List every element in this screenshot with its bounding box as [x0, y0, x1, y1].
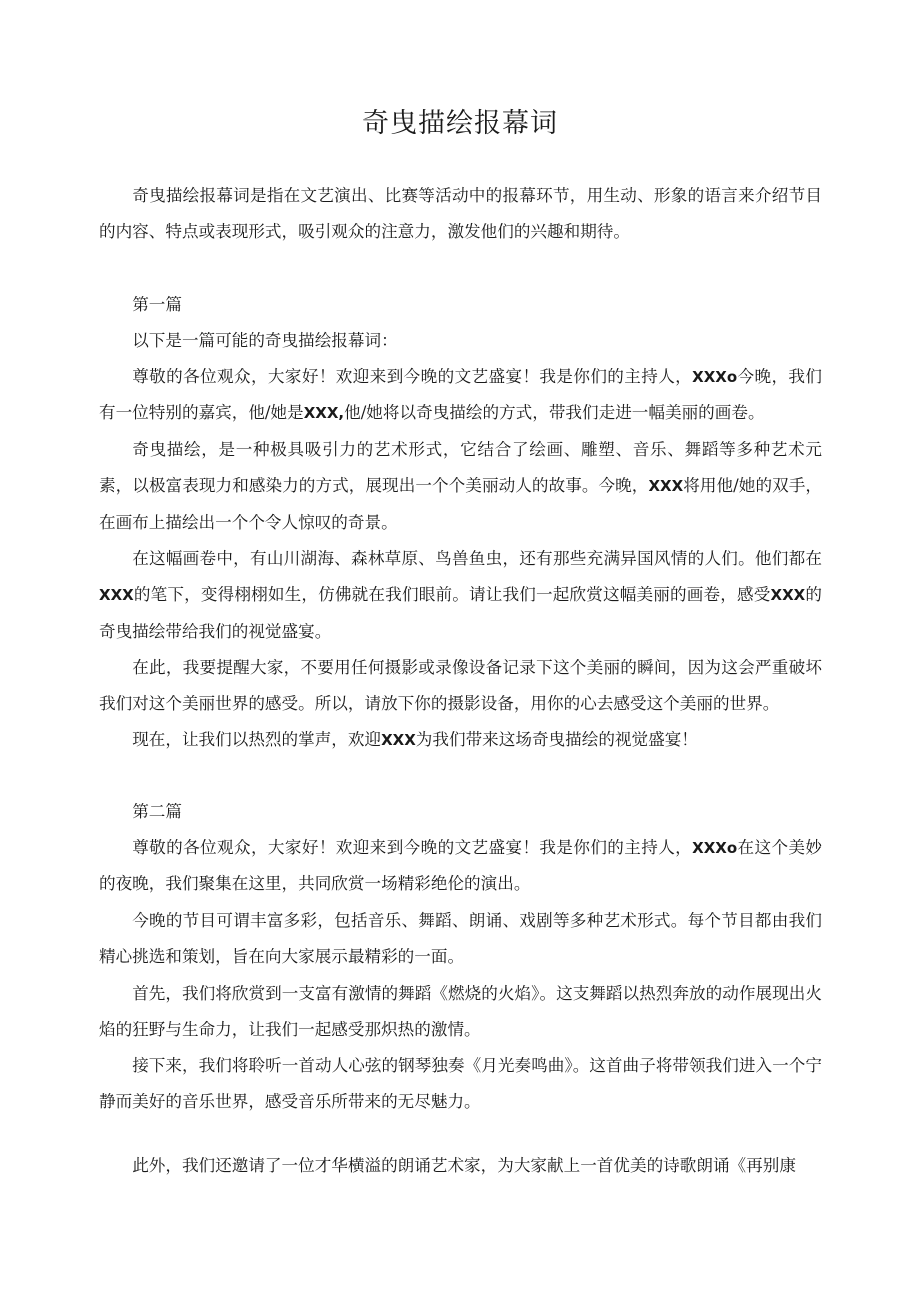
section-2-paragraph-5: 此外，我们还邀请了一位才华横溢的朗诵艺术家，为大家献上一首优美的诗歌朗诵《再别康: [132, 1156, 796, 1175]
guest-name-placeholder: XXX,: [303, 404, 345, 423]
artist-name-placeholder: XXX: [99, 586, 134, 605]
host-name-placeholder: XXXo: [692, 368, 738, 386]
artist-name-placeholder: XXX: [770, 586, 806, 605]
section-2-paragraph-2: 今晚的节目可谓丰富多彩，包括音乐、舞蹈、朗诵、戏剧等多种艺术形式。每个节目都由我们精心挑选和策划，旨在向大家展示最精彩的一面。: [99, 911, 822, 967]
artist-name-placeholder: XXX: [381, 731, 416, 749]
section-1-paragraph-1: 尊敬的各位观众，大家好！欢迎来到今晚的文艺盛宴！我是你们的主持人，XXXo今晚，我们有一位特别的嘉宾，他/她是XXX,他/她将以奇曳描绘的方式，带我们走进一幅美丽的画卷。: [99, 367, 822, 423]
section-1-lead: 以下是一篇可能的奇曳描绘报幕词：: [132, 331, 398, 350]
section-1-paragraph-4: 在此，我要提醒大家，不要用任何摄影或录像设备记录下这个美丽的瞬间，因为这会严重破坏我们对这个美丽世界的感受。所以，请放下你的摄影设备，用你的心去感受这个美丽的世界。: [99, 658, 822, 714]
section-2-paragraph-1: 尊敬的各位观众，大家好！欢迎来到今晚的文艺盛宴！我是你们的主持人，XXXo在这个美妙的夜晚，我们聚集在这里，共同欣赏一场精彩绝伦的演出。: [99, 838, 822, 894]
host-name-placeholder: XXXo: [692, 839, 738, 857]
section-1-paragraph-5: 现在，让我们以热烈的掌声，欢迎XXX为我们带来这场奇曳描绘的视觉盛宴！: [132, 730, 698, 749]
section-2-paragraph-3: 首先，我们将欣赏到一支富有激情的舞蹈《燃烧的火焰》。这支舞蹈以热烈奔放的动作展现出火焰的狂野与生命力，让我们一起感受那炽热的激情。: [99, 984, 822, 1040]
section-2-paragraph-4: 接下来，我们将聆听一首动人心弦的钢琴独奏《月光奏鸣曲》。这首曲子将带领我们进入一个宁静而美好的音乐世界，感受音乐所带来的无尽魅力。: [99, 1056, 822, 1112]
section-2-heading: 第二篇: [132, 802, 182, 821]
intro-paragraph: 奇曳描绘报幕词是指在文艺演出、比赛等活动中的报幕环节，用生动、形象的语言来介绍节目的内容、特点或表现形式，吸引观众的注意力，激发他们的兴趣和期待。: [99, 186, 822, 242]
section-1-paragraph-2: 奇曳描绘，是一种极具吸引力的艺术形式，它结合了绘画、雕塑、音乐、舞蹈等多种艺术元素，以极富表现力和感染力的方式，展现出一个个美丽动人的故事。今晚，XXX将用他/她的双手，在画布上描绘出一个个令人惊叹的奇景。: [99, 440, 823, 532]
section-1-paragraph-3: 在这幅画卷中，有山川湖海、森林草原、鸟兽鱼虫，还有那些充满异国风情的人们。他们都在XXX的笔下，变得栩栩如生，仿佛就在我们眼前。请让我们一起欣赏这幅美丽的画卷，感受XXX的奇曳描绘带给我们的视觉盛宴。: [99, 549, 823, 641]
section-1-heading: 第一篇: [132, 295, 182, 314]
artist-name-placeholder: XXX: [648, 477, 684, 496]
document-title: 奇曳描绘报幕词: [362, 108, 558, 139]
